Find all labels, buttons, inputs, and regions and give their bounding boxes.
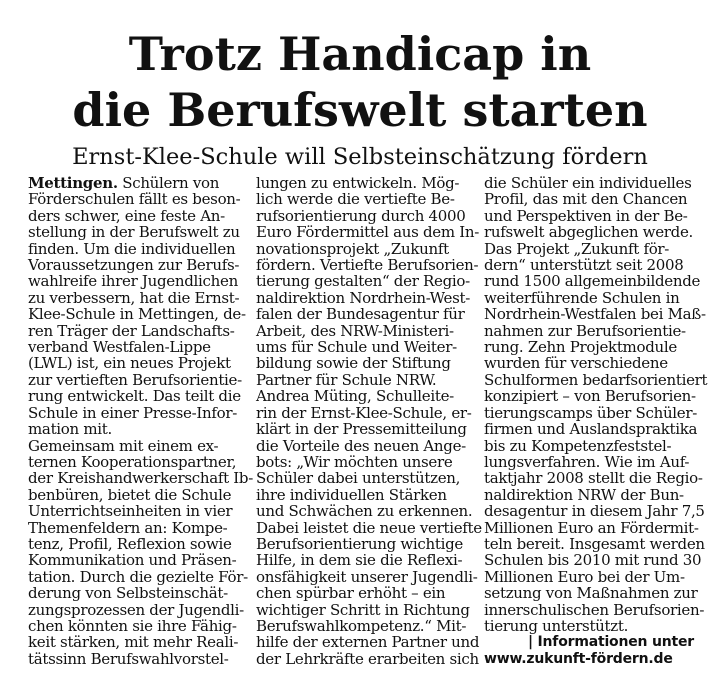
column-line: Schule in einer Presse-Infor-	[28, 403, 238, 422]
column-line: mation mit.	[28, 420, 112, 439]
dateline: Mettingen.	[28, 174, 118, 192]
column-line: Voraussetzungen zur Berufs-	[28, 256, 240, 275]
column-line: bots: „Wir möchten unsere	[256, 452, 453, 471]
column-line: und Schwächen zu erkennen.	[256, 502, 473, 521]
column-line: lungen zu entwickeln. Mög-	[256, 174, 460, 192]
column-line: Millionen Euro an Fördermit-	[484, 518, 699, 537]
column-line: verband Westfalen-Lippe	[28, 338, 211, 357]
column-line: zu verbessern, hat die Ernst-	[28, 288, 240, 307]
column-line: Millionen Euro bei der Um-	[484, 567, 685, 586]
column-line: wahlreife ihrer Jugendlichen	[28, 272, 238, 291]
column-line: rufsorientierung durch 4000	[256, 206, 466, 225]
column-line: rufswelt abgeglichen werde.	[484, 223, 694, 242]
column-line: ders schwer, eine feste An-	[28, 206, 225, 225]
column-line: tätssinn Berufswahlvorstel-	[28, 649, 229, 668]
column-line: teln bereit. Insgesamt werden	[484, 534, 705, 553]
column-line: chen könnten sie ihre Fähig-	[28, 616, 237, 635]
column-line: rung entwickelt. Das teilt die	[28, 387, 241, 406]
column-line: fördern. Vertiefte Berufsorien-	[256, 256, 479, 275]
column-line: der Kreishandwerkerschaft Ib-	[28, 469, 254, 488]
column-line: onsfähigkeit unserer Jugendli-	[256, 567, 478, 586]
column-line: rung. Zehn Projektmodule	[484, 338, 677, 357]
column-line: Euro Fördermittel aus dem In-	[256, 223, 480, 242]
column-line: Das Projekt „Zukunft för-	[484, 239, 670, 258]
column-line: Profil, das mit den Chancen	[484, 190, 688, 209]
column-line: falen der Bundesagentur für	[256, 305, 465, 324]
column-line: stellung in der Berufswelt zu	[28, 223, 240, 242]
column-line: tation. Durch die gezielte För-	[28, 567, 248, 586]
column-line: weiterführende Schulen in	[484, 288, 680, 307]
column-line: Nordrhein-Westfalen bei Maß-	[484, 305, 706, 324]
column-line: derung von Selbsteinschät-	[28, 584, 228, 603]
column-line: zur vertieften Berufsorientie-	[28, 370, 242, 389]
column-line: Berufswahlkompetenz.“ Mit-	[256, 616, 467, 635]
column-line: rund 1500 allgemeinbildende	[484, 272, 701, 291]
column-line: desagentur in diesem Jahr 7,5	[484, 502, 705, 521]
column-line: bildung sowie der Stiftung	[256, 354, 451, 373]
column-line: tierung unterstützt.	[484, 616, 629, 635]
info-footer-url: www.zukunft-fördern.de	[484, 650, 673, 667]
article-column-2	[256, 174, 482, 668]
column-line: und Perspektiven in der Be-	[484, 206, 688, 225]
column-line: ihre individuellen Stärken	[256, 485, 447, 504]
column-line: Unterrichtseinheiten in vier	[28, 502, 233, 521]
column-line: firmen und Auslandspraktika	[484, 420, 698, 439]
column-line: tierungscamps über Schüler-	[484, 403, 698, 422]
column-line: tenz, Profil, Reflexion sowie	[28, 534, 232, 553]
column-line: hilfe der externen Partner und	[256, 633, 480, 652]
column-line: klärt in der Pressemitteilung	[256, 420, 467, 439]
column-line: setzung von Maßnahmen zur	[484, 584, 698, 603]
column-line: rin der Ernst-Klee-Schule, er-	[256, 403, 472, 422]
column-line: der Lehrkräfte erarbeiten sich	[256, 649, 479, 668]
column-line: Berufsorientierung wichtige	[256, 534, 463, 553]
column-line: ternen Kooperationspartner,	[28, 452, 237, 471]
headline-line-1: Trotz Handicap in	[128, 27, 592, 81]
column-line: wichtiger Schritt in Richtung	[256, 600, 470, 619]
info-footer-label: | Informationen unter	[527, 634, 694, 651]
column-line: lungsverfahren. Wie im Auf-	[484, 452, 690, 471]
column-line: benbüren, bietet die Schule	[28, 485, 232, 504]
column-line: Schüler dabei unterstützen,	[256, 469, 461, 488]
column-line: wurden für verschiedene	[484, 354, 668, 373]
column-line: keit stärken, mit mehr Reali-	[28, 633, 239, 652]
column-line: ren Träger der Landschafts-	[28, 321, 235, 340]
column-line: taktjahr 2008 stellt die Regio-	[484, 469, 703, 488]
column-line: chen spürbar erhöht – ein	[256, 584, 446, 603]
headline-line-2: die Berufswelt starten	[72, 83, 648, 137]
column-line: Förderschulen fällt es beson-	[28, 190, 241, 209]
column-line: (LWL) ist, ein neues Projekt	[28, 354, 231, 373]
column-line: Andrea Müting, Schulleite-	[256, 387, 454, 406]
column-line: tierung gestalten“ der Regio-	[256, 272, 470, 291]
column-line: Schulformen bedarfsorientiert	[484, 370, 708, 389]
column-line: Themenfeldern an: Kompe-	[28, 518, 228, 537]
column-line: novationsprojekt „Zukunft	[256, 239, 449, 258]
article-column-3	[484, 174, 708, 667]
column-line: Klee-Schule in Mettingen, de-	[28, 305, 246, 324]
column-line: Dabei leistet die neue vertiefte	[256, 518, 482, 537]
column-line: dern“ unterstützt seit 2008	[484, 256, 684, 275]
column-line: innerschulischen Berufsorien-	[484, 600, 705, 619]
column-line: ums für Schule und Weiter-	[256, 338, 457, 357]
subheadline: Ernst-Klee-Schule will Selbsteinschätzung fördern	[72, 144, 648, 170]
column-line: Gemeinsam mit einem ex-	[28, 436, 219, 455]
column-line: naldirektion Nordrhein-West-	[256, 288, 471, 307]
column-line: die Schüler ein individuelles	[484, 174, 692, 192]
column-line: lich werde die vertiefte Be-	[256, 190, 455, 209]
column-line	[28, 175, 246, 191]
column-line: zungsprozessen der Jugendli-	[28, 600, 244, 619]
column-line: konzipiert – von Berufsorien-	[484, 387, 696, 406]
column-line: naldirektion NRW der Bun-	[484, 485, 684, 504]
headline	[0, 26, 720, 138]
column-line: Hilfe, in dem sie die Reflexi-	[256, 551, 463, 570]
column-line: finden. Um die individuellen	[28, 239, 236, 258]
article-column-1	[28, 174, 254, 668]
column-line: die Vorteile des neuen Ange-	[256, 436, 466, 455]
column-line-text: Schülern von	[122, 174, 220, 192]
column-line: Arbeit, des NRW-Ministeri-	[256, 321, 454, 340]
column-line: Kommunikation und Präsen-	[28, 551, 237, 570]
column-line: Schulen bis 2010 mit rund 30	[484, 551, 702, 570]
column-line: bis zu Kompetenzfeststel-	[484, 436, 672, 455]
column-line: nahmen zur Berufsorientie-	[484, 321, 686, 340]
column-line: Partner für Schule NRW.	[256, 370, 437, 389]
